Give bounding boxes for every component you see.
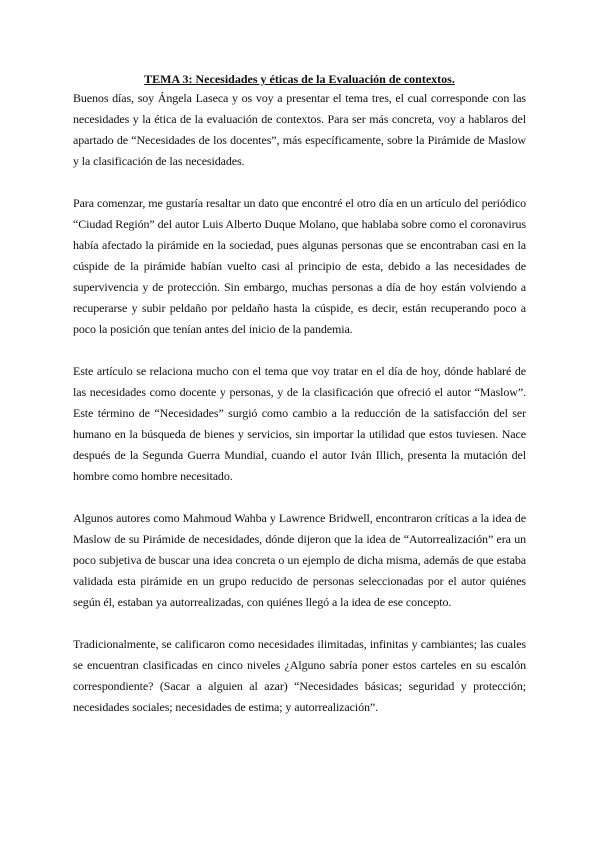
- paragraph-article: Para comenzar, me gustaría resaltar un dato que encontré el otro día en un artículo del periódico “Ciudad Región” del autor Luis Alberto Duque Molano, que hablaba sobre como el coronavirus había afectado la pirámide en la sociedad, pues algunas personas que se encontraban casi en la cúspide de la pirámide habían vuelto casi al principio de esta, debido a las necesidades de supervivencia y de protección. Sin embargo, muchas personas a día de hoy están volviendo a recuperarse y subir peldaño por peldaño hasta la cúspide, es decir, están recuperando poco a poco la posición que tenían antes del inicio de la pandemia.: [73, 196, 526, 336]
- paragraph-maslow: Este artículo se relaciona mucho con el tema que voy tratar en el día de hoy, dónde hablaré de las necesidades como docente y personas, y de la clasificación que ofreció el autor “Maslow”. Este término de “Necesidades” surgió como cambio a la reducción de la satisfacción del ser humano en la búsqueda de bienes y servicios, sin importar la utilidad que estos tuviesen. Nace después de la Segunda Guerra Mundial, cuando el autor Iván Illich, presenta la mutación del hombre como hombre necesitado.: [73, 364, 526, 483]
- document-title: TEMA 3: Necesidades y éticas de la Evaluación de contextos.: [144, 72, 455, 86]
- paragraph-intro: Buenos días, soy Ángela Laseca y os voy a presentar el tema tres, el cual corresponde con las necesidades y la ética de la evaluación de contextos. Para ser más concreta, voy a hablaros del apartado de “Necesidades de los docentes”, más específicamente, sobre la Pirámide de Maslow y la clasificación de las necesidades.: [73, 91, 526, 168]
- paragraph-classification: Tradicionalmente, se calificaron como necesidades ilimitadas, infinitas y cambiantes; las cuales se encuentran clasificadas en cinco niveles ¿Alguno sabría poner estos carteles en su escalón correspondiente? (Sacar a alguien al azar) “Necesidades básicas; seguridad y protección; necesidades sociales; necesidades de estima; y autorrealización”.: [73, 637, 526, 714]
- document-page: [73, 73, 526, 739]
- paragraph-critics: Algunos autores como Mahmoud Wahba y Lawrence Bridwell, encontraron críticas a la idea de Maslow de su Pirámide de necesidades, dónde dijeron que la idea de “Autorrealización” era un poco subjetiva de buscar una idea concreta o un ejemplo de dicha misma, además de que estaba validada esta pirámide en un grupo reducido de personas seleccionadas por el autor quiénes según él, estaban ya autorrealizadas, con quiénes llegó a la idea de ese concepto.: [73, 511, 526, 609]
